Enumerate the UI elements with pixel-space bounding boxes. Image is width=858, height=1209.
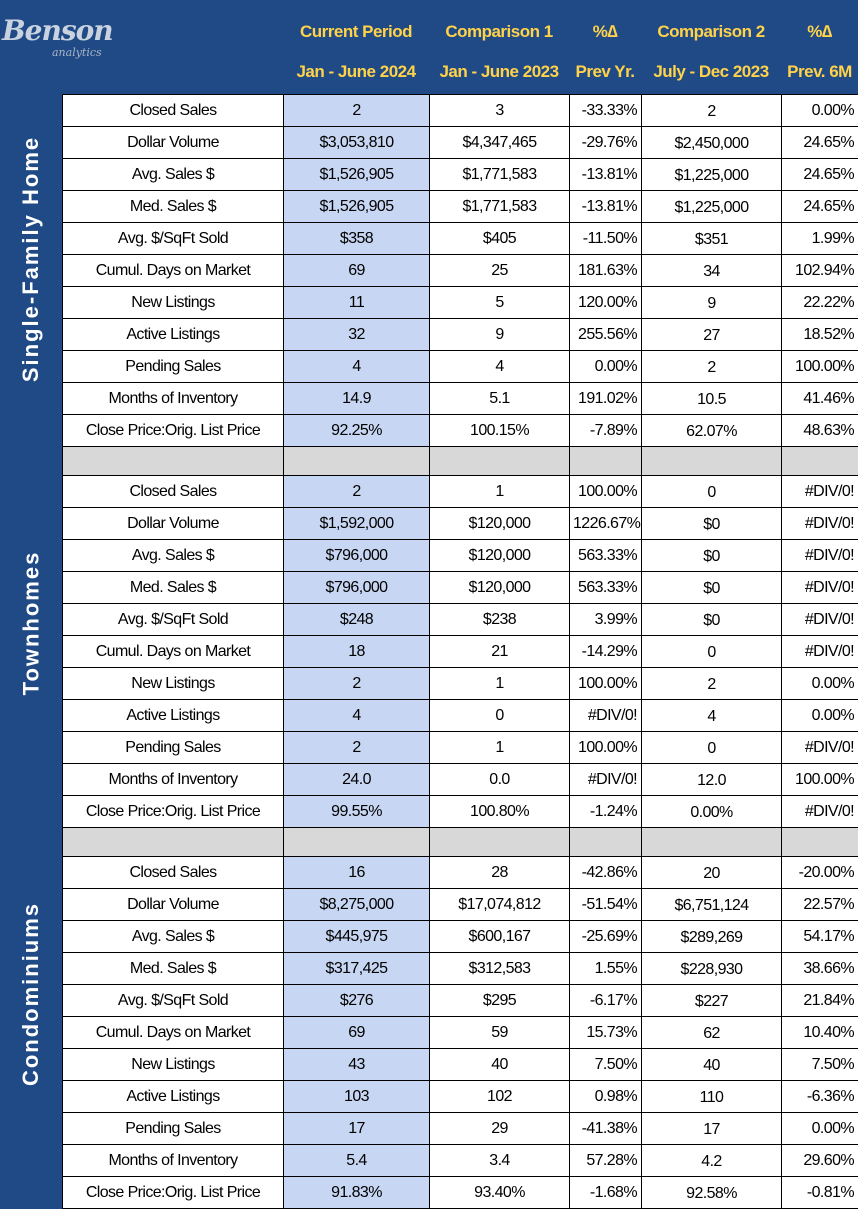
pct-change-prev-yr: -6.17% [570,985,642,1017]
metric-label: Pending Sales [63,1113,284,1145]
metric-label: Dollar Volume [63,508,284,540]
pct-change-prev-yr: -42.86% [570,857,642,889]
current-period-value: $276 [284,985,430,1017]
table-row [63,700,858,732]
header-current-range: Jan - June 2024 [283,52,429,92]
table-row [63,191,858,223]
metric-label: Avg. $/SqFt Sold [63,985,284,1017]
comparison-1-value: 29 [430,1113,570,1145]
pct-change-prev-yr: #DIV/0! [570,700,642,732]
comparison-2-value: 20 [642,857,782,889]
pct-change-prev-yr: 57.28% [570,1145,642,1177]
pct-change-prev-6m: 0.00% [782,95,858,127]
table-row [63,889,858,921]
current-period-value: 14.9 [284,383,430,415]
pct-change-prev-yr: -13.81% [570,159,642,191]
pct-change-prev-6m: 38.66% [782,953,858,985]
comparison-2-value: $0 [642,508,782,540]
pct-change-prev-6m: 24.65% [782,127,858,159]
metric-label: Avg. $/SqFt Sold [63,223,284,255]
spacer-cell [570,447,642,476]
comparison-2-value: $227 [642,985,782,1017]
pct-change-prev-6m: 1.99% [782,223,858,255]
pct-change-prev-6m: 41.46% [782,383,858,415]
comparison-1-value: 0.0 [430,764,570,796]
pct-change-prev-yr: -13.81% [570,191,642,223]
comparison-2-value: 27 [642,319,782,351]
table-row [63,159,858,191]
header-current-title: Current Period [283,12,429,52]
current-period-value: 91.83% [284,1177,430,1209]
table-row [63,383,858,415]
comparison-1-value: 25 [430,255,570,287]
table-row [63,1017,858,1049]
comparison-1-value: 93.40% [430,1177,570,1209]
metric-label: Avg. Sales $ [63,159,284,191]
comparison-2-value: 62.07% [642,415,782,447]
table-row [63,319,858,351]
metric-label: Cumul. Days on Market [63,1017,284,1049]
metric-label: Dollar Volume [63,127,284,159]
metric-label: Med. Sales $ [63,191,284,223]
header-pct2-symbol: %∆ [781,12,858,52]
comparison-2-value: 0.00% [642,796,782,828]
comparison-1-value: 100.80% [430,796,570,828]
metric-label: Active Listings [63,319,284,351]
comparison-1-value: 5.1 [430,383,570,415]
pct-change-prev-6m: 0.00% [782,700,858,732]
comparison-1-value: 102 [430,1081,570,1113]
current-period-value: 92.25% [284,415,430,447]
comparison-2-value: 34 [642,255,782,287]
comparison-1-value: 40 [430,1049,570,1081]
pct-change-prev-yr: -51.54% [570,889,642,921]
table-row [63,732,858,764]
table-row [63,796,858,828]
pct-change-prev-yr: -33.33% [570,95,642,127]
table-row [63,415,858,447]
comparison-2-value: $228,930 [642,953,782,985]
table-row [63,604,858,636]
current-period-value: 2 [284,668,430,700]
pct-change-prev-yr: 181.63% [570,255,642,287]
table-row [63,223,858,255]
pct-change-prev-yr: 563.33% [570,572,642,604]
pct-change-prev-yr: -25.69% [570,921,642,953]
comparison-1-value: 28 [430,857,570,889]
metric-label: Avg. Sales $ [63,921,284,953]
table-row [63,255,858,287]
current-period-value: 103 [284,1081,430,1113]
metric-label: Pending Sales [63,732,284,764]
metric-label: Months of Inventory [63,1145,284,1177]
pct-change-prev-6m: 102.94% [782,255,858,287]
comparison-1-value: 3.4 [430,1145,570,1177]
current-period-value: $248 [284,604,430,636]
spacer-cell [430,447,570,476]
table-row [63,1081,858,1113]
pct-change-prev-yr: 255.56% [570,319,642,351]
current-period-value: 18 [284,636,430,668]
header-comp2-title: Comparison 2 [641,12,781,52]
metric-label: Cumul. Days on Market [63,636,284,668]
table-row [63,921,858,953]
comparison-1-value: 1 [430,476,570,508]
table-row [63,1113,858,1145]
comparison-2-value: $1,225,000 [642,159,782,191]
header-pct2-label: Prev. 6M [781,52,858,92]
metric-label: Med. Sales $ [63,572,284,604]
header-pct-prev-yr [569,12,641,92]
metric-label: Med. Sales $ [63,953,284,985]
current-period-value: 24.0 [284,764,430,796]
pct-change-prev-yr: -1.68% [570,1177,642,1209]
pct-change-prev-yr: 15.73% [570,1017,642,1049]
pct-change-prev-6m: #DIV/0! [782,604,858,636]
spacer-cell [570,828,642,857]
pct-change-prev-6m: 24.65% [782,159,858,191]
header-pct-prev-6m [781,12,858,92]
logo-subtitle: analytics [52,46,102,59]
pct-change-prev-6m: #DIV/0! [782,476,858,508]
pct-change-prev-6m: #DIV/0! [782,572,858,604]
current-period-value: $1,592,000 [284,508,430,540]
section-spacer-row [63,447,858,476]
metric-label: Closed Sales [63,857,284,889]
comparison-2-value: 110 [642,1081,782,1113]
comparison-2-value: 40 [642,1049,782,1081]
current-period-value: $8,275,000 [284,889,430,921]
pct-change-prev-yr: -7.89% [570,415,642,447]
comparison-2-value: 2 [642,351,782,383]
pct-change-prev-6m: 24.65% [782,191,858,223]
pct-change-prev-6m: 48.63% [782,415,858,447]
comparison-2-value: 9 [642,287,782,319]
table-row [63,857,858,889]
comparison-2-value: $289,269 [642,921,782,953]
table-row [63,668,858,700]
table-row [63,508,858,540]
metric-label: Close Price:Orig. List Price [63,1177,284,1209]
current-period-value: $796,000 [284,572,430,604]
pct-change-prev-yr: 100.00% [570,668,642,700]
comparison-1-value: $600,167 [430,921,570,953]
comparison-1-value: $120,000 [430,540,570,572]
comparison-1-value: 1 [430,668,570,700]
pct-change-prev-yr: #DIV/0! [570,764,642,796]
spacer-cell [642,447,782,476]
comparison-1-value: 5 [430,287,570,319]
comparison-1-value: 59 [430,1017,570,1049]
current-period-value: 11 [284,287,430,319]
table-row [63,1049,858,1081]
comparison-1-value: 3 [430,95,570,127]
metric-label: New Listings [63,287,284,319]
metric-label: Avg. $/SqFt Sold [63,604,284,636]
comparison-1-value: 9 [430,319,570,351]
metric-label: Pending Sales [63,351,284,383]
comparison-2-value: $0 [642,604,782,636]
metric-label: Cumul. Days on Market [63,255,284,287]
comparison-1-value: $1,771,583 [430,191,570,223]
header-comparison-1 [429,12,569,92]
comparison-2-value: $351 [642,223,782,255]
table-row [63,540,858,572]
comparison-1-value: $120,000 [430,572,570,604]
report-header [0,0,858,94]
pct-change-prev-6m: 0.00% [782,668,858,700]
pct-change-prev-6m: #DIV/0! [782,732,858,764]
comparison-2-value: 0 [642,732,782,764]
metric-label: Closed Sales [63,476,284,508]
comparison-2-value: 10.5 [642,383,782,415]
metric-label: Closed Sales [63,95,284,127]
comparison-2-value: $6,751,124 [642,889,782,921]
current-period-value: $1,526,905 [284,191,430,223]
pct-change-prev-yr: 120.00% [570,287,642,319]
table-row [63,287,858,319]
spacer-cell [430,828,570,857]
pct-change-prev-yr: -11.50% [570,223,642,255]
comparison-1-value: 21 [430,636,570,668]
current-period-value: $358 [284,223,430,255]
pct-change-prev-6m: 21.84% [782,985,858,1017]
current-period-value: 69 [284,255,430,287]
pct-change-prev-6m: -6.36% [782,1081,858,1113]
current-period-value: 99.55% [284,796,430,828]
table-row [63,476,858,508]
table-row [63,572,858,604]
current-period-value: 32 [284,319,430,351]
current-period-value: 4 [284,700,430,732]
comparison-2-value: 4.2 [642,1145,782,1177]
pct-change-prev-6m: 18.52% [782,319,858,351]
table-row [63,351,858,383]
current-period-value: $445,975 [284,921,430,953]
section-label-single-family: Single-Family Home [0,94,62,424]
current-period-value: 16 [284,857,430,889]
current-period-value: 2 [284,476,430,508]
metric-label: Months of Inventory [63,764,284,796]
pct-change-prev-6m: 22.57% [782,889,858,921]
spacer-cell [782,447,858,476]
pct-change-prev-6m: #DIV/0! [782,508,858,540]
pct-change-prev-6m: 7.50% [782,1049,858,1081]
current-period-value: $3,053,810 [284,127,430,159]
metric-label: Avg. Sales $ [63,540,284,572]
comparison-2-value: 2 [642,668,782,700]
comparison-2-value: 62 [642,1017,782,1049]
pct-change-prev-yr: -29.76% [570,127,642,159]
current-period-value: $796,000 [284,540,430,572]
table-row [63,1177,858,1209]
comparison-1-value: 1 [430,732,570,764]
table-row [63,1145,858,1177]
comparison-2-value: $0 [642,540,782,572]
pct-change-prev-6m: 100.00% [782,764,858,796]
section-label-townhomes: Townhomes [0,454,62,792]
table-row [63,953,858,985]
section-spacer-row [63,828,858,857]
header-pct1-label: Prev Yr. [569,52,641,92]
table-row [63,127,858,159]
table-row [63,95,858,127]
comparison-2-value: 12.0 [642,764,782,796]
table-row [63,764,858,796]
header-comparison-2 [641,12,781,92]
section-label-condominiums: Condominiums [0,822,62,1166]
header-comp1-title: Comparison 1 [429,12,569,52]
comparison-1-value: $120,000 [430,508,570,540]
pct-change-prev-yr: 7.50% [570,1049,642,1081]
pct-change-prev-6m: -20.00% [782,857,858,889]
pct-change-prev-yr: 563.33% [570,540,642,572]
spacer-cell [284,828,430,857]
pct-change-prev-yr: 1226.67% [570,508,642,540]
comparison-2-value: $2,450,000 [642,127,782,159]
current-period-value: 5.4 [284,1145,430,1177]
current-period-value: $317,425 [284,953,430,985]
pct-change-prev-6m: 54.17% [782,921,858,953]
pct-change-prev-yr: 100.00% [570,476,642,508]
comparison-1-value: $1,771,583 [430,159,570,191]
metric-label: Months of Inventory [63,383,284,415]
header-comp1-range: Jan - June 2023 [429,52,569,92]
benson-logo: Benson [2,14,113,47]
header-pct1-symbol: %∆ [569,12,641,52]
spacer-cell [63,447,284,476]
comparison-1-value: $4,347,465 [430,127,570,159]
metric-label: Close Price:Orig. List Price [63,415,284,447]
current-period-value: 43 [284,1049,430,1081]
comparison-1-value: $405 [430,223,570,255]
comparison-1-value: $17,074,812 [430,889,570,921]
metric-label: Dollar Volume [63,889,284,921]
comparison-1-value: 0 [430,700,570,732]
comparison-1-value: 4 [430,351,570,383]
current-period-value: 17 [284,1113,430,1145]
comparison-2-value: 2 [642,95,782,127]
comparison-2-value: $1,225,000 [642,191,782,223]
current-period-value: 69 [284,1017,430,1049]
market-stats-table [62,94,858,1209]
pct-change-prev-yr: -41.38% [570,1113,642,1145]
header-comp2-range: July - Dec 2023 [641,52,781,92]
comparison-2-value: $0 [642,572,782,604]
comparison-1-value: $295 [430,985,570,1017]
pct-change-prev-6m: 10.40% [782,1017,858,1049]
comparison-1-value: $312,583 [430,953,570,985]
pct-change-prev-yr: 0.98% [570,1081,642,1113]
header-current-period [283,12,429,92]
pct-change-prev-6m: 22.22% [782,287,858,319]
comparison-2-value: 4 [642,700,782,732]
spacer-cell [63,828,284,857]
metric-label: New Listings [63,1049,284,1081]
comparison-2-value: 17 [642,1113,782,1145]
spacer-cell [782,828,858,857]
metric-label: New Listings [63,668,284,700]
spacer-cell [284,447,430,476]
metric-label: Close Price:Orig. List Price [63,796,284,828]
metric-label: Active Listings [63,1081,284,1113]
pct-change-prev-yr: -14.29% [570,636,642,668]
pct-change-prev-yr: 3.99% [570,604,642,636]
comparison-2-value: 92.58% [642,1177,782,1209]
current-period-value: $1,526,905 [284,159,430,191]
comparison-2-value: 0 [642,636,782,668]
comparison-2-value: 0 [642,476,782,508]
pct-change-prev-yr: 100.00% [570,732,642,764]
pct-change-prev-yr: -1.24% [570,796,642,828]
pct-change-prev-6m: 100.00% [782,351,858,383]
comparison-1-value: $238 [430,604,570,636]
pct-change-prev-6m: 0.00% [782,1113,858,1145]
pct-change-prev-6m: #DIV/0! [782,796,858,828]
table-row [63,636,858,668]
spacer-cell [642,828,782,857]
pct-change-prev-6m: 29.60% [782,1145,858,1177]
current-period-value: 2 [284,732,430,764]
pct-change-prev-6m: #DIV/0! [782,636,858,668]
pct-change-prev-yr: 1.55% [570,953,642,985]
pct-change-prev-yr: 0.00% [570,351,642,383]
comparison-1-value: 100.15% [430,415,570,447]
table-row [63,985,858,1017]
current-period-value: 2 [284,95,430,127]
pct-change-prev-yr: 191.02% [570,383,642,415]
metric-label: Active Listings [63,700,284,732]
pct-change-prev-6m: #DIV/0! [782,540,858,572]
current-period-value: 4 [284,351,430,383]
pct-change-prev-6m: -0.81% [782,1177,858,1209]
